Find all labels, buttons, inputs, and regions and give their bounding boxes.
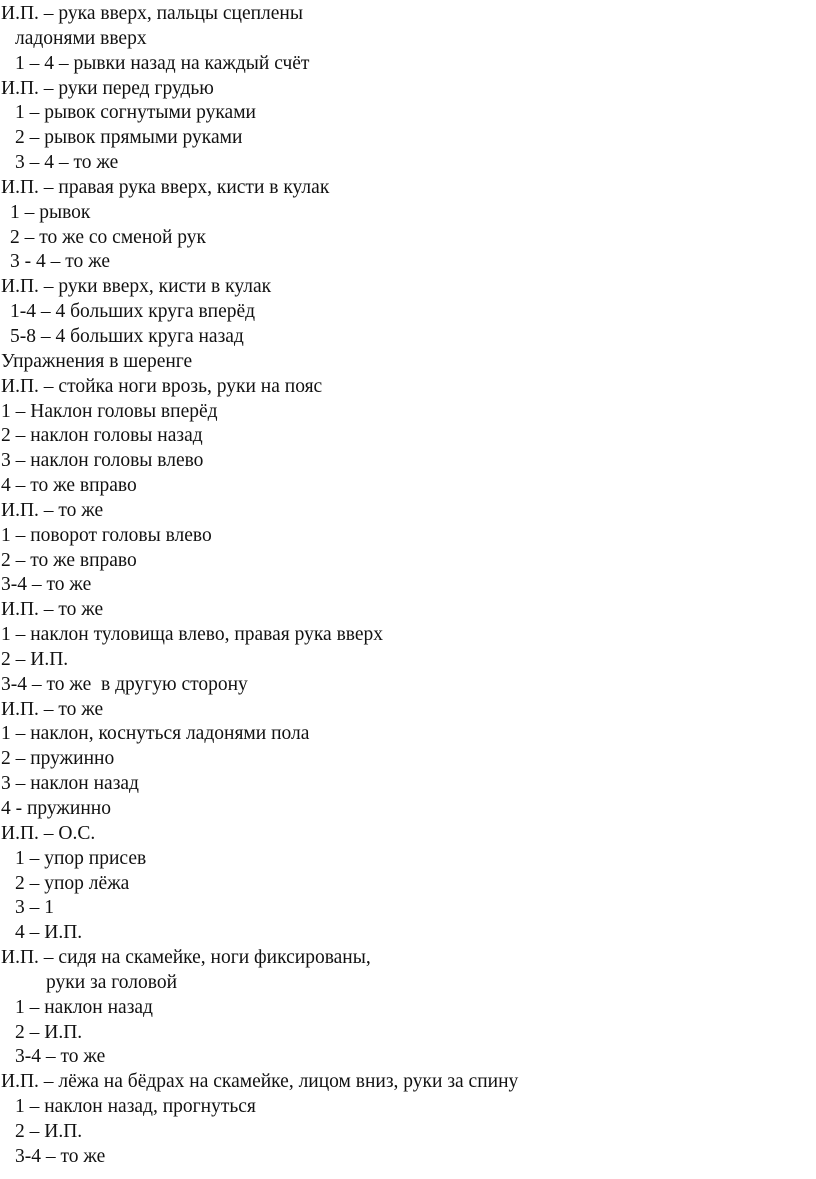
text-line: 1 – наклон назад <box>15 996 153 1018</box>
text-line: 1 – наклон, коснуться ладонями пола <box>1 723 310 745</box>
text-line: И.П. – то же <box>1 499 104 521</box>
text-line: 1-4 – 4 больших круга вперёд <box>10 301 256 323</box>
text-line: 4 – И.П. <box>15 922 83 944</box>
text-line: 3 – наклон головы влево <box>1 450 204 472</box>
text-line: И.П. – лёжа на бёдрах на скамейке, лицом вниз, руки за спину <box>1 1071 519 1093</box>
text-line: 2 – наклон головы назад <box>1 425 203 447</box>
text-line: И.П. – стойка ноги врозь, руки на пояс <box>1 375 323 397</box>
text-line: И.П. – то же <box>1 698 104 720</box>
text-line: 2 – рывок прямыми руками <box>15 127 243 149</box>
text-line: 3-4 – то же <box>1 574 92 596</box>
text-line: И.П. – правая рука вверх, кисти в кулак <box>1 176 330 198</box>
text-line: 3-4 – то же <box>15 1046 106 1068</box>
text-line: 2 – пружинно <box>1 748 115 770</box>
text-line: 2 – И.П. <box>15 1120 83 1142</box>
text-line: 5-8 – 4 больших круга назад <box>10 325 244 347</box>
text-line: 2 – И.П. <box>1 648 69 670</box>
text-line: 3-4 – то же <box>15 1145 106 1167</box>
text-line: И.П. – сидя на скамейке, ноги фиксированы, <box>1 947 371 969</box>
text-line: И.П. – рука вверх, пальцы сцеплены <box>1 3 303 24</box>
text-line: 3 – 4 – то же <box>15 152 119 174</box>
text-line: 4 - пружинно <box>1 798 111 819</box>
text-line: руки за головой <box>46 971 178 993</box>
text-line: 1 – наклон назад, прогнуться <box>15 1096 256 1118</box>
text-line: 2 – И.П. <box>15 1021 83 1043</box>
text-line: 1 – рывок согнутыми руками <box>15 102 256 124</box>
text-line: И.П. – руки вверх, кисти в кулак <box>1 276 272 298</box>
text-line: 3-4 – то же в другую сторону <box>1 673 248 695</box>
text-line: 2 – упор лёжа <box>15 872 130 894</box>
text-line: 1 – наклон туловища влево, правая рука вверх <box>1 624 384 646</box>
text-line: 3 – 1 <box>15 897 54 919</box>
text-line: 1 – упор присев <box>15 847 147 869</box>
text-line: 1 – 4 – рывки назад на каждый счёт <box>15 52 310 74</box>
text-line: И.П. – руки перед грудью <box>1 77 214 99</box>
text-line: 1 – Наклон головы вперёд <box>1 400 218 422</box>
text-line: 4 – то же вправо <box>1 475 137 497</box>
text-line: ладонями вверх <box>15 27 147 49</box>
text-line: И.П. – то же <box>1 599 104 621</box>
text-line: 1 – рывок <box>10 201 91 223</box>
text-line: 2 – то же со сменой рук <box>10 226 207 248</box>
text-line: Упражнения в шеренге <box>1 350 193 372</box>
text-line: 3 - 4 – то же <box>10 251 111 273</box>
text-line: 1 – поворот головы влево <box>1 524 212 546</box>
document-body <box>1 2 811 1170</box>
text-line: 3 – наклон назад <box>1 773 139 795</box>
text-line: И.П. – О.С. <box>1 822 96 844</box>
text-line: 2 – то же вправо <box>1 549 137 571</box>
